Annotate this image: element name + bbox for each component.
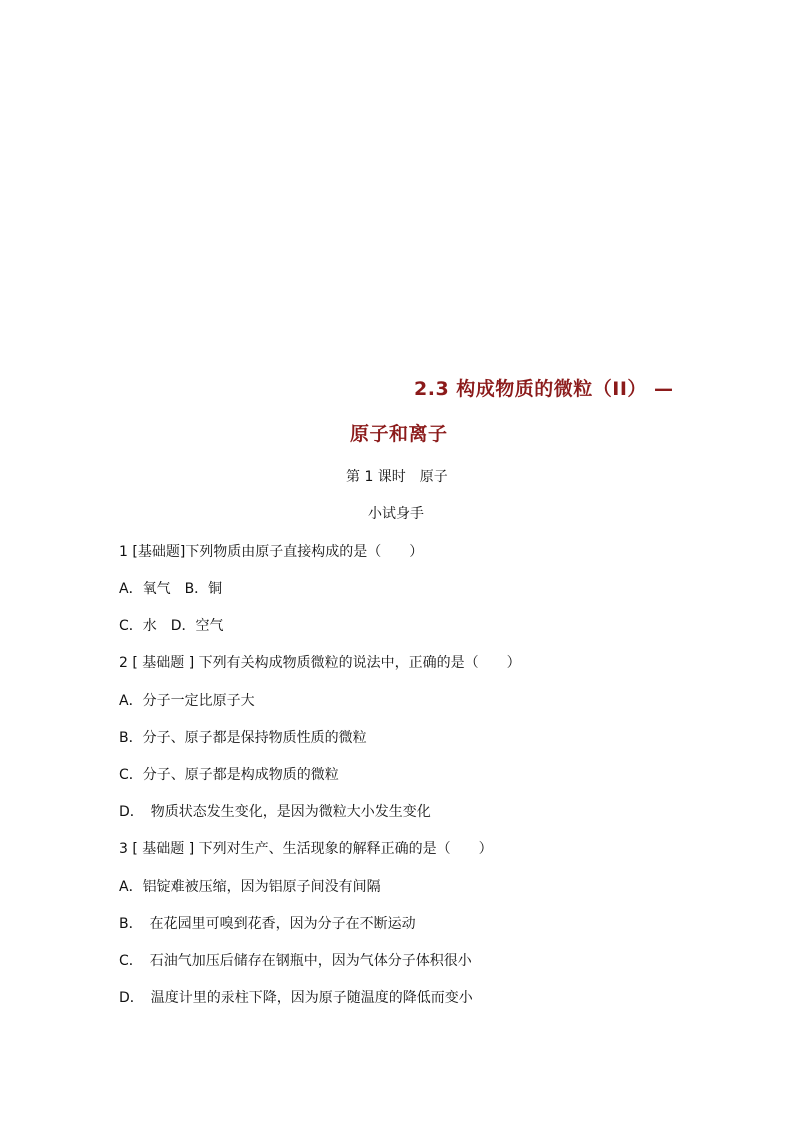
title-line-2: 原子和离子 xyxy=(350,423,448,445)
question-2-option-c: C．分子、原子都是构成物质的微粒 xyxy=(119,767,339,783)
lesson-heading: 第 1 课时 原子 xyxy=(346,469,448,485)
question-3-option-c: C． 石油气加压后储存在钢瓶中，因为气体分子体积很小 xyxy=(119,953,472,969)
question-3-stem: 3 [ 基础题 ] 下列对生产、生活现象的解释正确的是（ ） xyxy=(119,841,493,857)
question-2-option-d: D． 物质状态发生变化，是因为微粒大小发生变化 xyxy=(119,804,431,820)
question-1-option-ab: A．氧气 B．铜 xyxy=(119,581,223,597)
section-heading: 小试身手 xyxy=(368,506,424,522)
question-3-option-b: B． 在花园里可嗅到花香，因为分子在不断运动 xyxy=(119,916,416,932)
question-2-stem: 2 [ 基础题 ] 下列有关构成物质微粒的说法中，正确的是（ ） xyxy=(119,655,521,671)
title-line-1: 2.3 构成物质的微粒（II） — xyxy=(414,378,674,400)
question-3-option-a: A．铝锭难被压缩，因为铝原子间没有间隔 xyxy=(119,879,381,895)
question-1-stem: 1 [基础题]下列物质由原子直接构成的是（ ） xyxy=(119,544,424,560)
question-2-option-a: A．分子一定比原子大 xyxy=(119,693,255,709)
question-2-option-b: B．分子、原子都是保持物质性质的微粒 xyxy=(119,730,367,746)
question-1-option-cd: C．水 D．空气 xyxy=(119,618,224,634)
question-3-option-d: D． 温度计里的汞柱下降，因为原子随温度的降低而变小 xyxy=(119,990,473,1006)
